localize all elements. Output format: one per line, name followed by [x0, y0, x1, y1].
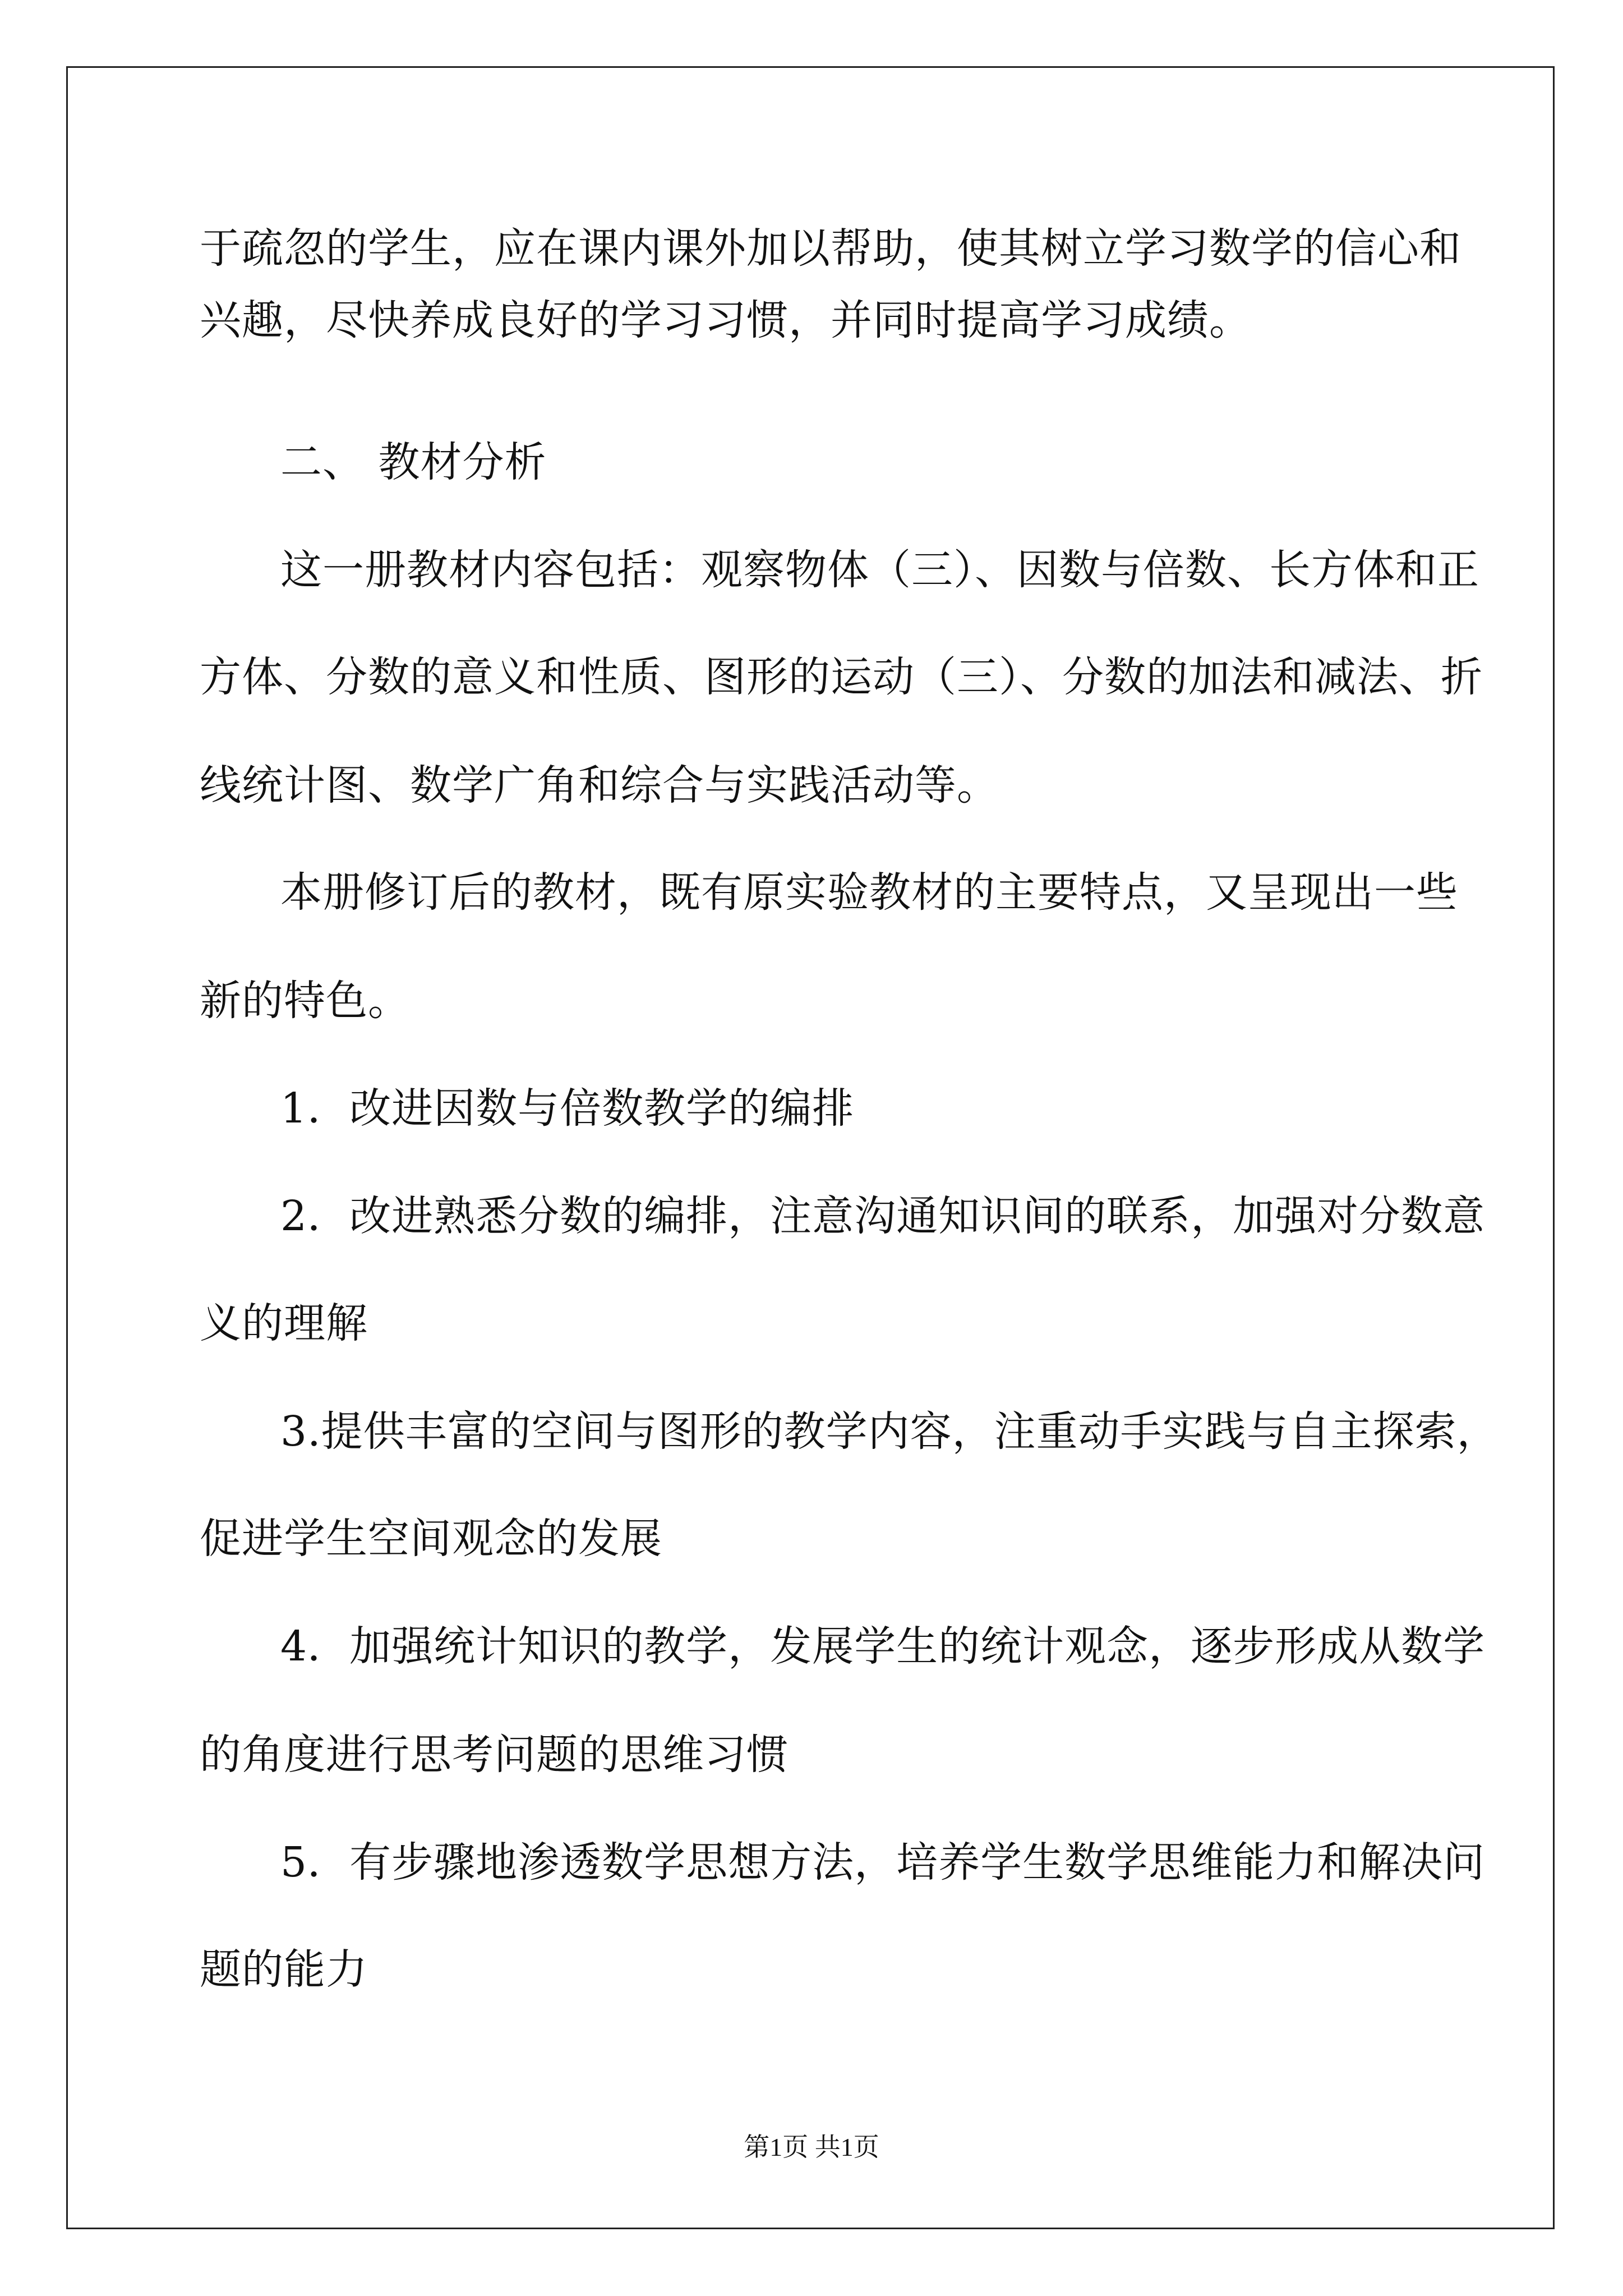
paragraph-line: 兴趣，尽快养成良好的学习习惯，并同时提高学习成绩。 — [200, 296, 1251, 344]
list-item-continuation: 促进学生空间观念的发展 — [200, 1515, 662, 1563]
list-item-continuation: 义的理解 — [200, 1299, 368, 1347]
paragraph-line: 新的特色。 — [200, 977, 410, 1025]
list-item: 3.提供丰富的空间与图形的教学内容，注重动手实践与自主探索， — [280, 1407, 1499, 1456]
list-item: 1．改进因数与倍数教学的编排 — [280, 1084, 855, 1133]
paragraph-line: 线统计图、数学广角和综合与实践活动等。 — [200, 761, 999, 809]
list-item-continuation: 的角度进行思考问题的思维习惯 — [200, 1731, 789, 1779]
paragraph-line: 本册修订后的教材，既有原实验教材的主要特点，又呈现出一些 — [280, 868, 1458, 917]
list-item: 5．有步骤地渗透数学思想方法，培养学生数学思维能力和解决问 — [280, 1838, 1486, 1887]
page-number-footer: 第1页 共1页 — [744, 2133, 879, 2161]
list-item-continuation: 题的能力 — [200, 1945, 368, 1994]
paragraph-line: 这一册教材内容包括：观察物体（三）、因数与倍数、长方体和正 — [280, 546, 1479, 594]
list-item: 4．加强统计知识的教学，发展学生的统计观念，逐步形成从数学 — [280, 1622, 1486, 1671]
paragraph-line: 方体、分数的意义和性质、图形的运动（三）、分数的加法和减法、折 — [200, 653, 1483, 701]
paragraph-line: 于疏忽的学生，应在课内课外加以帮助，使其树立学习数学的信心和 — [200, 224, 1461, 273]
page-border — [66, 66, 1555, 2229]
list-item: 2．改进熟悉分数的编排，注意沟通知识间的联系，加强对分数意 — [280, 1192, 1486, 1240]
section-heading: 二、 教材分析 — [280, 438, 547, 486]
